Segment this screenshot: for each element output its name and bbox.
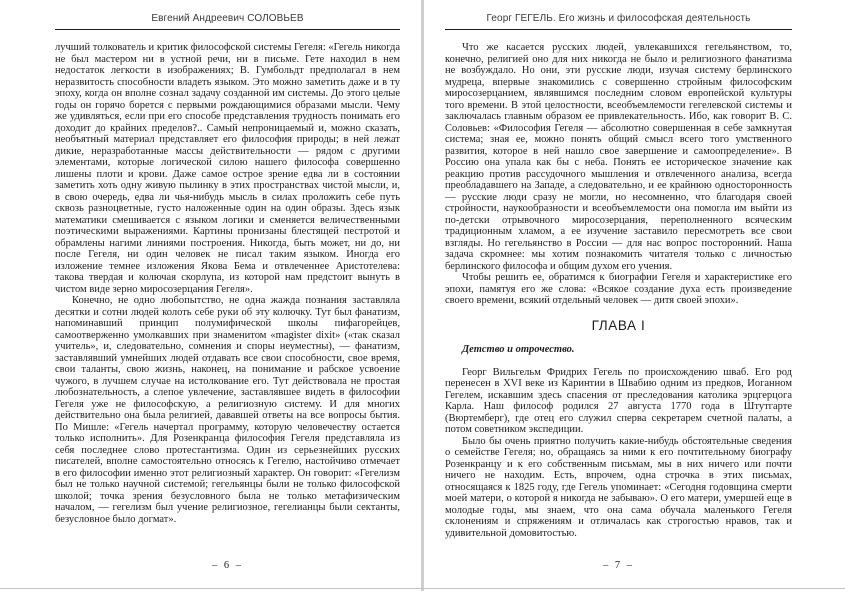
page-number-left: – 6 – — [212, 560, 243, 571]
body-text-left — [55, 42, 400, 525]
running-header-left-text: Евгений Андреевич СОЛОВЬЕВ — [151, 13, 304, 24]
header-rule-left — [55, 29, 400, 30]
paragraph: Конечно, не одно любопытство, не одна жажда познания заставляла десятки и сотни людей колоть себе руки об эту колючку. Тут был фанатизм, напоминавший принцип полумифической школы пифагорейцев, самоотверженно умолкавших при знаменитом «magister dixit» («так сказал учитель», и, следовательно, сомнения и споры неуместны), — фанатизм, заставлявший умнейших людей отдавать все свои способности, свое время, свои таланты, свою жизнь, наконец, на понимание и рабское усвоение чужого, в лучшем случае на истолкование его. Тут действовала не простая любознательность, а слепое увлечение, заставлявшее видеть в философии Гегеля уже не философскую, а религиозную систему. И для многих действительно она была религией, дававшей ответы на все вопросы бытия. По Мишле: «Гегель начертал программу, которую человечеству остается только исполнить». Для Розенкранца философия Гегеля представляла из себя последнее слово протестантизма. Один из серьезнейших русских писателей, вполне самостоятельно относясь к Гегелю, настойчиво отмечает в его философии именно этот религиозный характер. Он говорит: «Гегелизм был не только научной системой; гегельянцы были не только философской школой; точка зрения безусловного была не только метафизическим началом, — гегелизм был учение религиозное, гегелианцы были сектанты, безусловное было догмат». — [55, 295, 400, 525]
paragraph: лучший толкователь и критик философской системы Гегеля: «Гегель никогда не был мастером ни в устной речи, ни в письме. Гете находил в нем недостаток легкости в изображениях; В. Гумбольдт предполагал в нем неразвитость способности владеть языком. Это можно заметить даже и в ту эпоху, когда он вполне сознал задачу созданной им системы. До этого целые годы он горячо борется с первыми рождающимися образами мысли. Чему же удивляться, если при его способе представления трудность понимать его доходит до крайних пределов?.. Самый непроницаемый и, можно сказать, необъятный материал представляет его философия природы; в ней лежат дикие, неразработанные массы действительности — рядом с другими элементами, которые логической силою нашего философа совершенно лишены плоти и крови. Даже самое острое зрение едва ли в состоянии заметить хоть одну живую пылинку в этих пространствах чистой мысли, и, в свою очередь, едва ли чья-нибудь мысль в силах проложить себе путь сквозь разноцветные, густо наложенные один на один образы. Здесь язык математики смешивается с языком логики и сменяется величественными поэтическими выражениями. Картины пронизаны блестящей пестротой и обрамлены нагими линиями построения. Никогда, быть может, ни до, ни после Гегеля, ни один человек не писал таким языком. Иногда его изложение темнее изложения Якова Бема и отвлеченнее Аристотелева: такова твердая и колючая скорлупа, из которой нам предстоит вынуть в чистом виде зерно миросозерцания Гегеля». — [55, 42, 400, 295]
running-header-right-text: Георг ГЕГЕЛЬ. Его жизнь и философская деятельность — [486, 13, 751, 24]
paragraph: Было бы очень приятно получить какие-нибудь обстоятельные сведения о семействе Гегеля; но, обращаясь за ними к его почтительному биографу Розенкранцу и к его собственным письмам, мы в них ничего или почти ничего не находим. Есть, впрочем, одна строчка в этих письмах, относящаяся к 1825 году, где Гегель упоминает: «Сегодня годовщина смерти моей матери, о которой я никогда не забываю». О его матери, умершей еще в молодые годы, мы знаем, что она сама обучала маленького Гегеля склонениям и спряжениям и отличалась как строгостью нравов, так и удивительной домовитостью. — [445, 435, 792, 539]
page-right — [424, 0, 845, 591]
header-rule-right — [445, 29, 792, 30]
paragraph: Что же касается русских людей, увлекавшихся гегельянством, то, конечно, религией оно для них никогда не было и религиозного фанатизма не возбуждало. Но они, эти русские люди, изучая систему берлинского мудреца, впервые знакомились с совершенно стройным философским миросозерцанием, являвшимся последним словом европейской культуры того времени. В этой целостности, всеобъемлемости гегелевской системы и заключалась главным образом ее привлекательность. Ибо, как говорит В. С. Соловьев: «Философия Гегеля — абсолютно совершенная в себе замкнутая система; зная ее, можно понять общий смысл всего того умственного развития, которое в ней нашло свое завершение и самоопределение». В Россию она упала как бы с неба. Понять ее историческое значение как реакцию против рассудочного мышления и отвлеченного анализа, всегда преобладавшего на Западе, а следовательно, и ее крайнюю односторонность — русские люди сразу не могли, но несомненно, что благодаря своей стройности, наукообразности и всеобъемлемости она помогла им выйти из по-детски отрывочного миросозерцания, переполненного всяческим традиционным хламом, а ее изучение заставило пересмотреть все свои взгляды. Но гегельянство в России — для нас вопрос посторонний. Наша задача скромнее: мы хотим познакомить читателя только с личностью берлинского философа и общим духом его учения. — [445, 42, 792, 272]
chapter-heading: ГЛАВА I — [591, 317, 646, 333]
section-title: Детство и отрочество. — [462, 344, 575, 355]
paragraph: Георг Вильгельм Фридрих Гегель по происхождению шваб. Его род перенесен в XVI веке из Каринтии в Швабию одним из предков, Иоганном Гегелем, искавшим здесь спасения от преследования католика эрцгерцога Карла. Наш философ родился 27 августа 1770 года в Штутгарте (Вюртемберг), где отец его служил сперва секретарем счетной палаты, а потом советником экспедиции. — [445, 366, 792, 435]
page-left — [0, 0, 421, 591]
paragraph: Чтобы решить ее, обратимся к биографии Гегеля и характеристике его эпохи, памятуя его же слова: «Всякое создание духа есть произведение своего времени, всякий отдельный человек — дитя своей эпохи». — [445, 272, 792, 306]
body-text-right — [445, 42, 792, 539]
running-header-right — [445, 0, 792, 30]
viewport-bottom-edge-line — [0, 588, 845, 590]
page-number-right: – 7 – — [603, 560, 634, 571]
running-header-left — [55, 0, 400, 30]
